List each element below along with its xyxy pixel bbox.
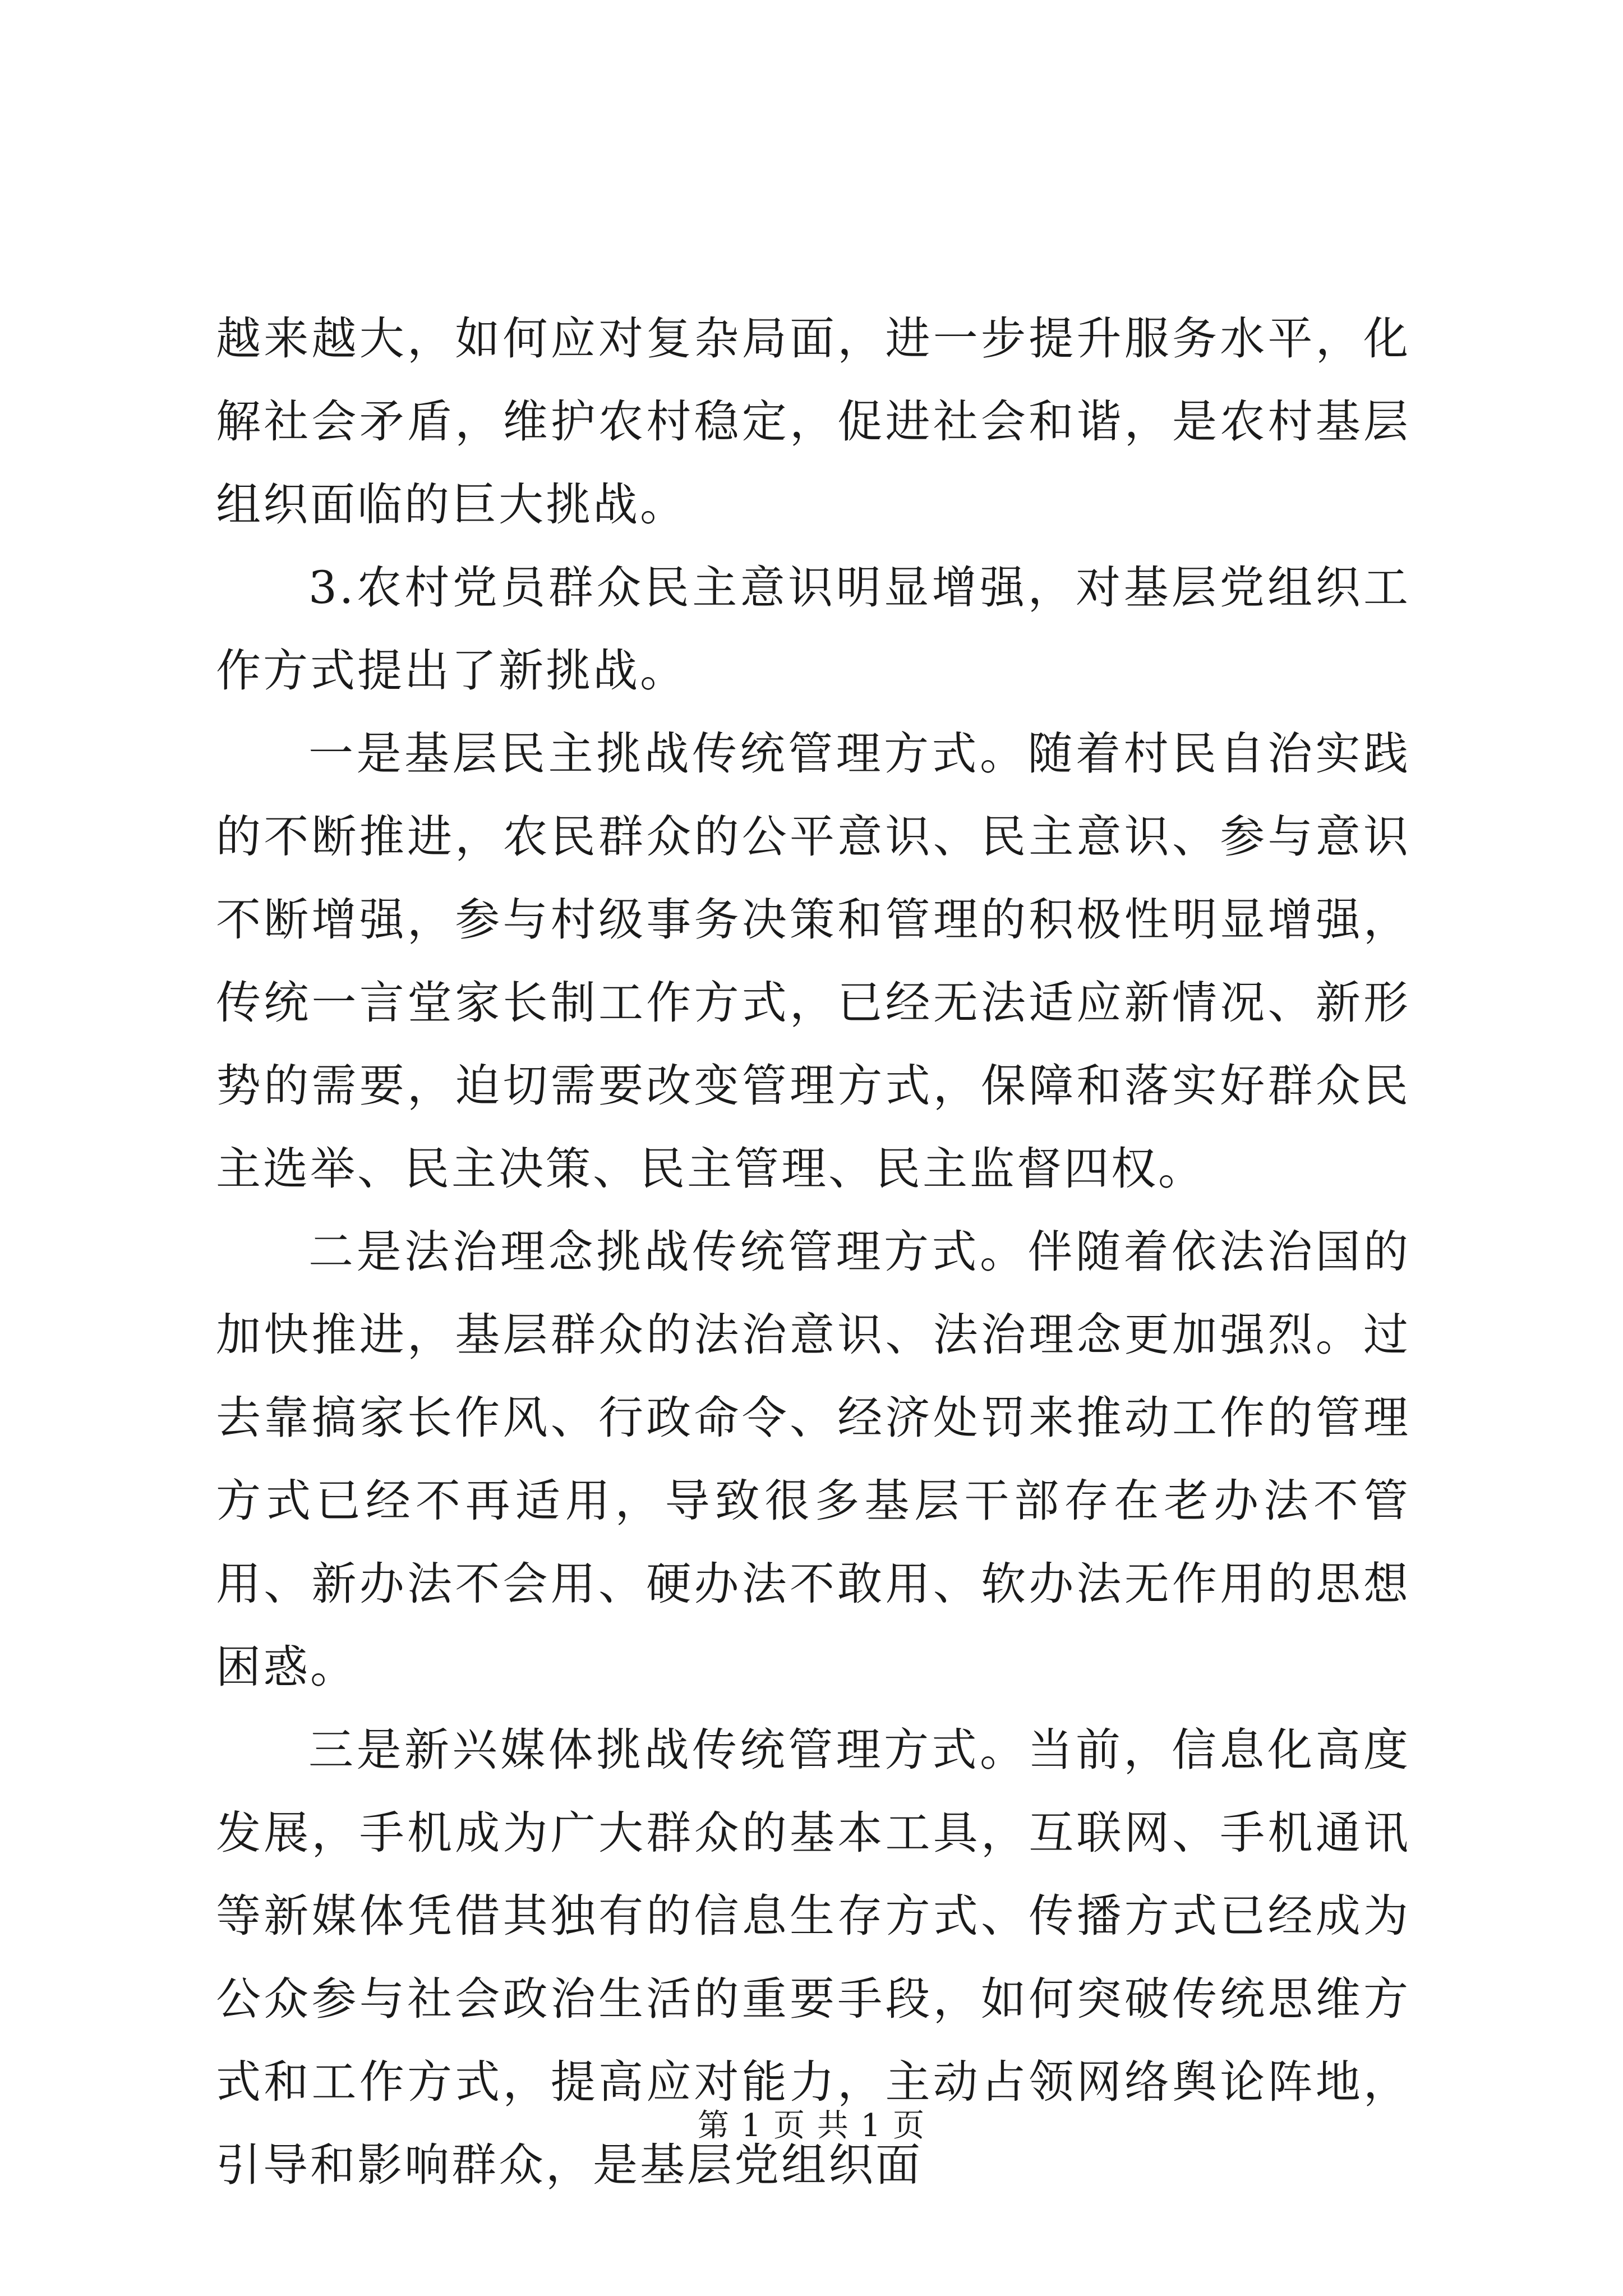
page-footer: 第 1 页 共 1 页 <box>697 2108 926 2144</box>
paragraph-democracy-challenge: 一是基层民主挑战传统管理方式。随着村民自治实践的不断推进，农民群众的公平意识、民主意识、参与意识不断增强，参与村级事务决策和管理的积极性明显增强，传统一言堂家长制工作方式，已经无法适应新情况、新形势的需要，迫切需要改变管理方式，保障和落实好群众民主选举、民主决策、民主管理、民主监督四权。 <box>216 728 1410 1195</box>
paragraph-continuation: 越来越大，如何应对复杂局面，进一步提升服务水平，化解社会矛盾，维护农村稳定，促进社会和谐，是农村基层组织面临的巨大挑战。 <box>216 312 1410 531</box>
paragraph-new-media-challenge: 三是新兴媒体挑战传统管理方式。当前，信息化高度发展，手机成为广大群众的基本工具，互联网、手机通讯等新媒体凭借其独有的信息生存方式、传播方式已经成为公众参与社会政治生活的重要手段，如何突破传统思维方式和工作方式，提高应对能力，主动占领网络舆论阵地，引导和影响群众，是基层党组织面 <box>216 1724 1410 2191</box>
document-body <box>216 297 1410 2207</box>
paragraph-rule-of-law-challenge: 二是法治理念挑战传统管理方式。伴随着依法治国的加快推进，基层群众的法治意识、法治理念更加强烈。过去靠搞家长作风、行政命令、经济处罚来推动工作的管理方式已经不再适用，导致很多基层干部存在老办法不管用、新办法不会用、硬办法不敢用、软办法无作用的思想困惑。 <box>216 1226 1410 1693</box>
paragraph-heading-3: 3.农村党员群众民主意识明显增强，对基层党组织工作方式提出了新挑战。 <box>216 562 1410 697</box>
